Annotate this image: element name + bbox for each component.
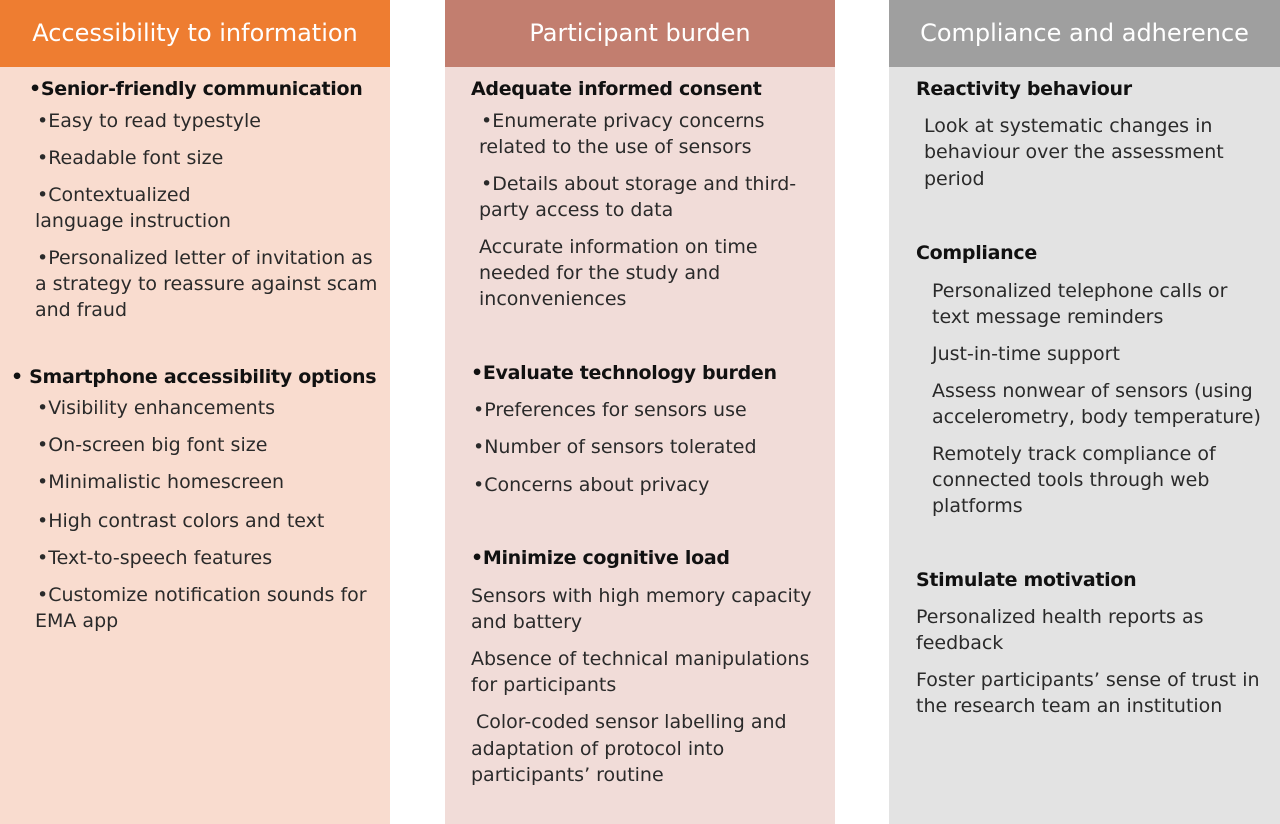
list-item: Remotely track compliance of <box>932 443 1216 465</box>
list-item-continuation: inconveniences <box>479 288 627 310</box>
column-accessibility <box>0 0 390 824</box>
list-item: Look at systematic changes in <box>924 115 1213 137</box>
bullet-item-continuation: related to the use of sensors <box>479 136 752 158</box>
list-item-continuation: the research team an institution <box>916 695 1223 717</box>
bullet-item: •Contextualized <box>37 184 191 206</box>
bullet-item: •High contrast colors and text <box>37 510 325 532</box>
bullet-item: •Number of sensors tolerated <box>473 436 757 458</box>
bullet-item: •Enumerate privacy concerns <box>481 110 765 132</box>
bullet-item: •Details about storage and third- <box>481 173 797 195</box>
column-header-participant-burden: Participant burden <box>445 0 835 67</box>
list-item-continuation: needed for the study and <box>479 262 721 284</box>
heading-senior-friendly: •Senior-friendly communication <box>29 78 363 100</box>
list-item: Accurate information on time <box>479 236 758 258</box>
list-item: Sensors with high memory capacity <box>471 585 812 607</box>
bullet-item: •Personalized letter of invitation as <box>37 247 373 269</box>
heading-stimulate-motivation: Stimulate motivation <box>916 569 1137 591</box>
bullet-item-continuation: and fraud <box>35 299 128 321</box>
column-participant-burden <box>445 0 835 824</box>
bullet-item: •Visibility enhancements <box>37 397 276 419</box>
column-header-accessibility: Accessibility to information <box>0 0 390 67</box>
bullet-item: •Preferences for sensors use <box>473 399 747 421</box>
list-item: Assess nonwear of sensors (using <box>932 380 1253 402</box>
list-item-continuation: behaviour over the assessment <box>924 141 1224 163</box>
bullet-item: •Readable font size <box>37 147 224 169</box>
list-item-continuation: platforms <box>932 495 1023 517</box>
column-body-compliance <box>889 67 1280 824</box>
list-item-continuation: and battery <box>471 611 583 633</box>
list-item-continuation: text message reminders <box>932 306 1164 328</box>
list-item: Just-in-time support <box>932 343 1120 365</box>
column-body-participant-burden <box>445 67 835 824</box>
heading-cognitive-load: •Minimize cognitive load <box>471 547 730 569</box>
list-item-continuation: period <box>924 168 985 190</box>
list-item-continuation: adaptation of protocol into <box>471 738 725 760</box>
column-body-accessibility <box>0 67 390 824</box>
bullet-item-continuation: language instruction <box>35 210 231 232</box>
heading-reactivity: Reactivity behaviour <box>916 78 1132 100</box>
heading-informed-consent: Adequate informed consent <box>471 78 762 100</box>
heading-technology-burden: •Evaluate technology burden <box>471 362 777 384</box>
list-item: Personalized telephone calls or <box>932 280 1228 302</box>
column-header-compliance: Compliance and adherence <box>889 0 1280 67</box>
bullet-item: •Concerns about privacy <box>473 474 710 496</box>
bullet-item-continuation: party access to data <box>479 199 674 221</box>
list-item: Personalized health reports as <box>916 606 1204 628</box>
heading-smartphone-accessibility: • Smartphone accessibility options <box>11 366 377 388</box>
column-compliance <box>889 0 1280 824</box>
bullet-item-continuation: a strategy to reassure against scam <box>35 273 378 295</box>
bullet-item: •Minimalistic homescreen <box>37 471 285 493</box>
list-item-continuation: accelerometry, body temperature) <box>932 406 1261 428</box>
list-item-continuation: participants’ routine <box>471 764 664 786</box>
bullet-item: •Text-to-speech features <box>37 547 273 569</box>
bullet-item: •On-screen big font size <box>37 434 268 456</box>
bullet-item: •Customize notification sounds for <box>37 584 367 606</box>
heading-compliance: Compliance <box>916 242 1037 264</box>
bullet-item: •Easy to read typestyle <box>37 110 261 132</box>
bullet-item-continuation: EMA app <box>35 610 119 632</box>
list-item-continuation: for participants <box>471 674 617 696</box>
list-item: Color-coded sensor labelling and <box>476 711 787 733</box>
list-item-continuation: connected tools through web <box>932 469 1210 491</box>
list-item: Absence of technical manipulations <box>471 648 810 670</box>
list-item: Foster participants’ sense of trust in <box>916 669 1260 691</box>
list-item-continuation: feedback <box>916 632 1004 654</box>
